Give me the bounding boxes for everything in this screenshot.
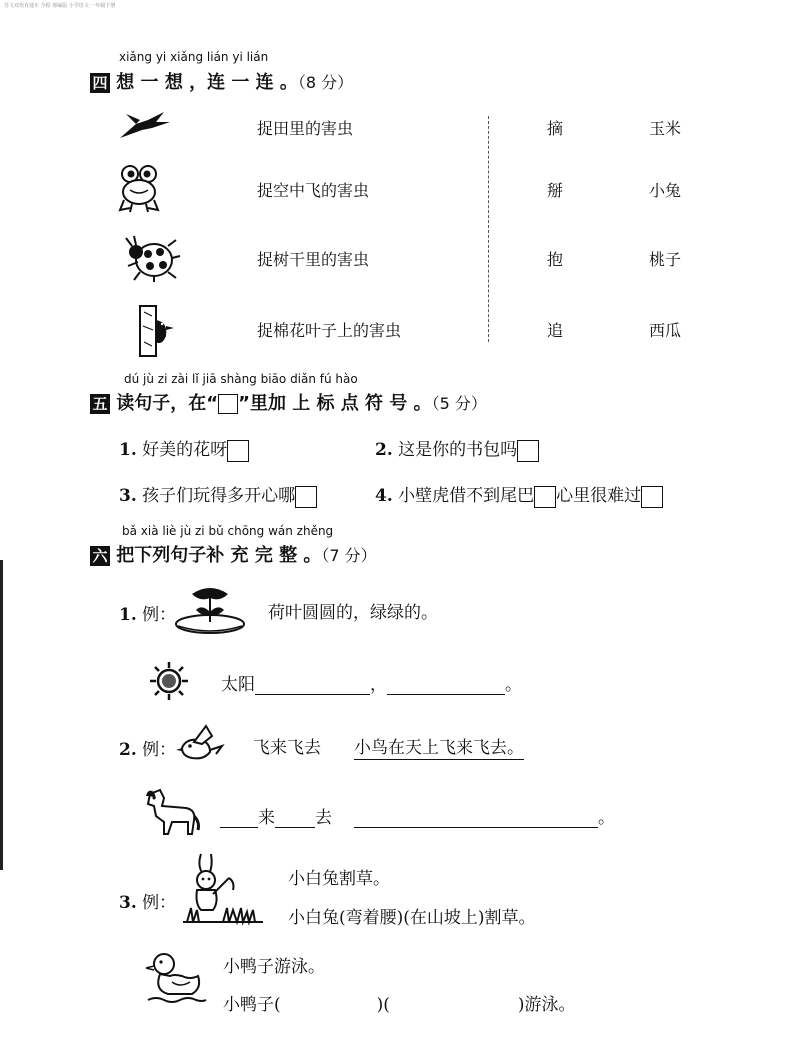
frog-icon xyxy=(118,164,160,214)
section4-score: （8 分） xyxy=(297,73,354,92)
section5-title xyxy=(90,389,487,415)
match-divider xyxy=(488,116,489,342)
q3-label xyxy=(119,888,176,913)
match-left-1: 捉田里的害虫 xyxy=(257,119,354,138)
q3-example-line2: 小白兔(弯着腰)(在山坡上)割草。 xyxy=(288,908,536,928)
punct-item-3 xyxy=(119,481,317,508)
woodpecker-icon xyxy=(136,306,176,356)
punct-item-3-num: 3. xyxy=(119,486,137,506)
rabbit-cutting-grass-icon xyxy=(183,852,265,924)
q1-period: 。 xyxy=(505,675,522,695)
sample-box xyxy=(218,394,238,414)
q3-task-a: 小鸭子( xyxy=(223,995,281,1015)
match-left-2: 捉空中飞的害虫 xyxy=(257,181,370,200)
punct-item-4-text-a: 小壁虎借不到尾巴 xyxy=(398,486,535,506)
punct-box-2[interactable] xyxy=(517,440,539,462)
match-object-1: 玉米 xyxy=(649,119,682,138)
q1-task-word: 太阳 xyxy=(221,675,255,695)
match-left-4: 捉棉花叶子上的害虫 xyxy=(257,321,402,340)
q2-blank-3[interactable] xyxy=(354,809,598,828)
section5-title-b: ”里加 上 标 点 符 号 。 xyxy=(238,393,432,414)
section5-number: 五 xyxy=(90,394,110,414)
punct-item-4-num: 4. xyxy=(375,486,393,506)
match-verb-1: 摘 xyxy=(547,119,564,138)
match-verb-4: 追 xyxy=(547,321,564,340)
punct-item-2-text: 这是你的书包吗 xyxy=(398,440,518,460)
match-verb-3: 抱 xyxy=(547,250,564,269)
section4-title-text: 想 一 想 ，连 一 连 。 xyxy=(116,72,298,93)
section5-title-a: 读句子，在“ xyxy=(116,393,219,414)
match-verb-2: 掰 xyxy=(547,181,564,200)
q2-num: 2. xyxy=(119,740,137,760)
section6-pinyin: bǎ xià liè jù zi bǔ chōng wán zhěng xyxy=(122,524,334,538)
q1-blank-2[interactable] xyxy=(387,676,505,695)
punct-box-3[interactable] xyxy=(295,486,317,508)
q1-label xyxy=(119,600,176,625)
match-object-4: 西瓜 xyxy=(649,321,682,340)
q1-blank-1[interactable] xyxy=(255,676,370,695)
section6-title-text: 把下列句子补 充 完 整 。 xyxy=(116,545,322,566)
punct-item-2 xyxy=(375,435,539,462)
section6-score: （7 分） xyxy=(321,546,377,565)
section4-pinyin: xiǎng yi xiǎng lián yi lián xyxy=(119,50,269,64)
q3-task-c: )游泳。 xyxy=(517,995,576,1015)
match-object-2: 小兔 xyxy=(649,181,682,200)
q2-example-label: 例： xyxy=(142,740,177,760)
punct-item-4-text-b: 心里很难过 xyxy=(556,486,642,506)
punct-item-1-text: 好美的花呀 xyxy=(142,440,228,460)
q1-example-label: 例： xyxy=(142,605,177,625)
punct-box-4a[interactable] xyxy=(534,486,556,508)
q3-task-line2 xyxy=(223,990,576,1015)
punct-item-3-text: 孩子们玩得多开心哪 xyxy=(142,486,296,506)
q2-period: 。 xyxy=(598,808,615,828)
q3-task-line1: 小鸭子游泳。 xyxy=(223,957,325,977)
q1-task xyxy=(221,670,522,695)
section6-number: 六 xyxy=(90,546,110,566)
q2-blank-1[interactable] xyxy=(220,809,258,828)
punct-box-1[interactable] xyxy=(227,440,249,462)
punct-item-2-num: 2. xyxy=(375,440,393,460)
q2-lai: 来 xyxy=(258,808,275,828)
punct-box-4b[interactable] xyxy=(641,486,663,508)
q3-task-b: )( xyxy=(376,995,390,1015)
sun-icon xyxy=(148,660,190,702)
section4-title xyxy=(90,68,353,94)
q1-comma: ， xyxy=(370,675,387,695)
ladybug-icon xyxy=(120,232,182,282)
lotus-leaf-icon xyxy=(172,580,248,636)
q2-phrase: 飞来飞去 xyxy=(253,738,321,758)
bird-icon xyxy=(176,724,226,762)
swallow-icon xyxy=(118,108,172,142)
horse-icon xyxy=(142,786,200,838)
page-header: 苏文双语直通车 全程 部编版 小学语文·一年级下册 xyxy=(4,3,116,9)
section5-score: （5 分） xyxy=(431,394,487,413)
match-object-3: 桃子 xyxy=(649,250,682,269)
punct-item-1-num: 1. xyxy=(119,440,137,460)
q2-example-sentence: 小鸟在天上飞来飞去。 xyxy=(354,733,524,760)
punct-item-4 xyxy=(375,481,663,508)
q3-num: 3. xyxy=(119,893,137,913)
match-left-3: 捉树干里的害虫 xyxy=(257,250,370,269)
section4-number: 四 xyxy=(90,73,110,93)
q2-blank-2[interactable] xyxy=(275,809,315,828)
q3-example-line1: 小白兔割草。 xyxy=(288,869,390,889)
q2-qu: 去 xyxy=(315,808,332,828)
q1-num: 1. xyxy=(119,605,137,625)
duckling-icon xyxy=(146,946,206,1006)
q2-label xyxy=(119,735,176,760)
q3-example-label: 例： xyxy=(142,893,177,913)
punct-item-1 xyxy=(119,435,249,462)
section5-pinyin: dú jù zi zài lǐ jiā shàng biāo diǎn fú hào xyxy=(124,372,358,386)
q2-task xyxy=(220,803,615,828)
q1-example-sentence: 荷叶圆圆的，绿绿的。 xyxy=(268,603,438,623)
binding-edge xyxy=(0,560,3,870)
section6-title xyxy=(90,541,377,567)
